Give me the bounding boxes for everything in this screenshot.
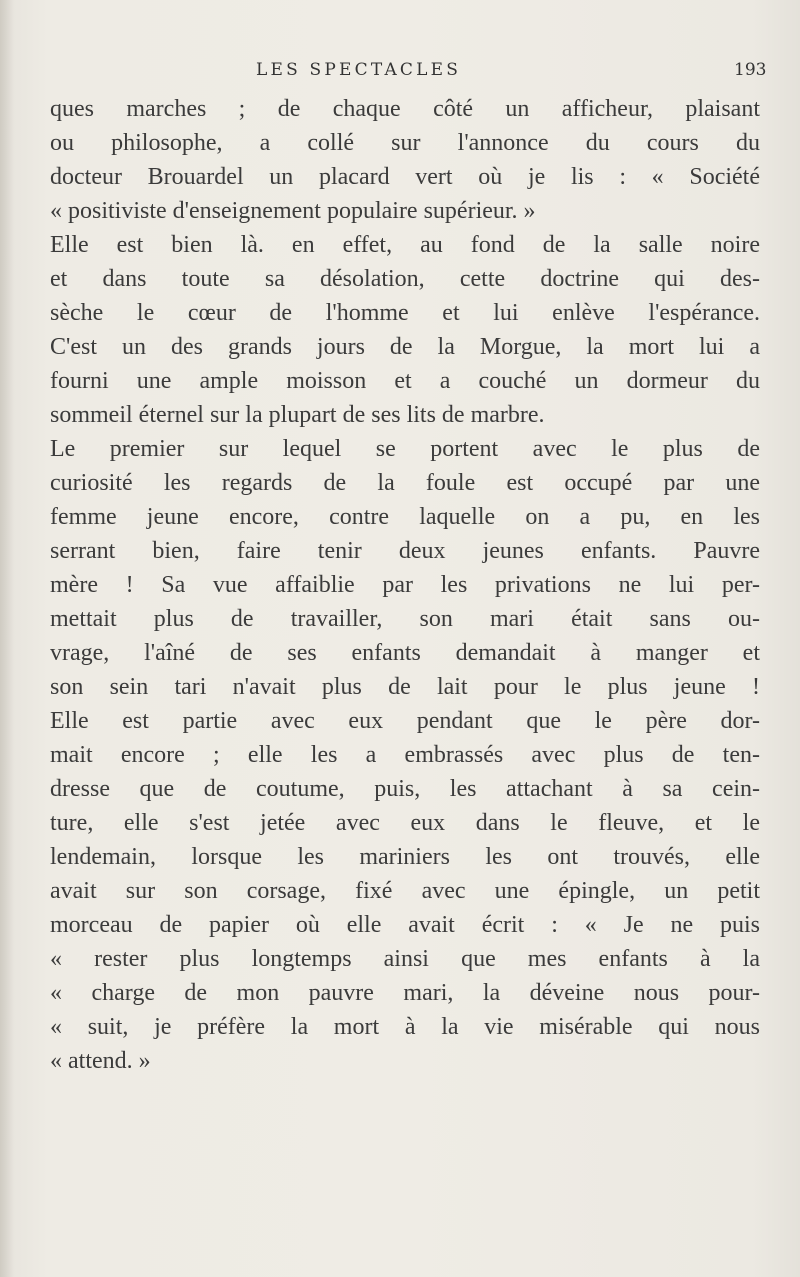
- text-line: Elle est partie avec eux pendant que le père dor-: [50, 708, 760, 734]
- text-line: sommeil éternel sur la plupart de ses lits de marbre.: [50, 402, 545, 428]
- text-line: curiosité les regards de la foule est occupé par une: [50, 470, 760, 496]
- text-line: femme jeune encore, contre laquelle on a pu, en les: [50, 504, 760, 530]
- text-line: « positiviste d'enseignement populaire supérieur. »: [50, 198, 536, 224]
- text-line: fourni une ample moisson et a couché un dormeur du: [50, 368, 760, 394]
- text-line: dresse que de coutume, puis, les attachant à sa cein-: [50, 776, 760, 802]
- text-line: « suit, je préfère la mort à la vie misérable qui nous: [50, 1014, 760, 1040]
- text-line: sèche le cœur de l'homme et lui enlève l'espérance.: [50, 300, 760, 326]
- text-line: ques marches ; de chaque côté un afficheur, plaisant: [50, 96, 760, 122]
- running-head: [0, 60, 800, 90]
- text-line: mait encore ; elle les a embrassés avec plus de ten-: [50, 742, 760, 768]
- text-line: serrant bien, faire tenir deux jeunes enfants. Pauvre: [50, 538, 760, 564]
- running-title: LES SPECTACLES: [256, 60, 462, 80]
- text-line: mère ! Sa vue affaiblie par les privations ne lui per-: [50, 572, 760, 598]
- text-line: et dans toute sa désolation, cette doctrine qui des-: [50, 266, 760, 292]
- text-line: « charge de mon pauvre mari, la déveine nous pour-: [50, 980, 760, 1006]
- page-number: 193: [734, 60, 767, 80]
- text-line: ture, elle s'est jetée avec eux dans le fleuve, et le: [50, 810, 760, 836]
- text-line: docteur Brouardel un placard vert où je lis : « Société: [50, 164, 760, 190]
- text-line: Elle est bien là. en effet, au fond de la salle noire: [50, 232, 760, 258]
- binding-gutter-shadow: [0, 0, 14, 1277]
- text-line: morceau de papier où elle avait écrit : « Je ne puis: [50, 912, 760, 938]
- text-line: lendemain, lorsque les mariniers les ont trouvés, elle: [50, 844, 760, 870]
- text-line: « rester plus longtemps ainsi que mes enfants à la: [50, 946, 760, 972]
- text-line: son sein tari n'avait plus de lait pour le plus jeune !: [50, 674, 760, 700]
- body-text: [50, 92, 760, 1078]
- text-line: avait sur son corsage, fixé avec une épingle, un petit: [50, 878, 760, 904]
- text-line: mettait plus de travailler, son mari était sans ou-: [50, 606, 760, 632]
- text-line: vrage, l'aîné de ses enfants demandait à manger et: [50, 640, 760, 666]
- text-line: ou philosophe, a collé sur l'annonce du cours du: [50, 130, 760, 156]
- text-line: Le premier sur lequel se portent avec le plus de: [50, 436, 760, 462]
- text-line: C'est un des grands jours de la Morgue, la mort lui a: [50, 334, 760, 360]
- text-line: « attend. »: [50, 1048, 151, 1074]
